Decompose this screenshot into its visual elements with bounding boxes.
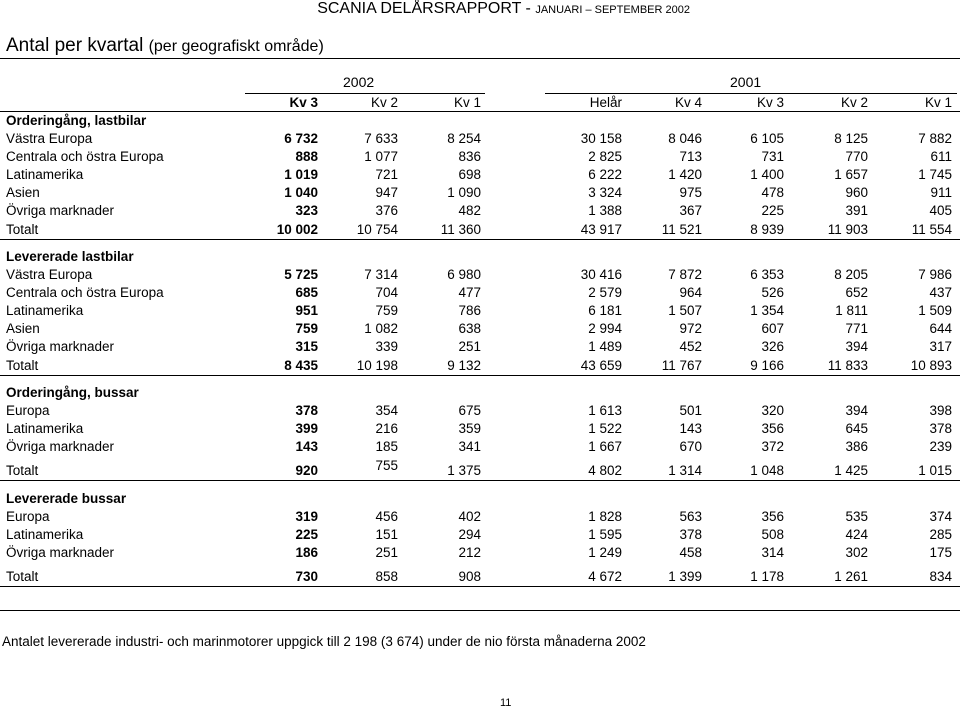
table-cell: 508 xyxy=(761,527,784,542)
table-cell: 225 xyxy=(295,527,318,542)
table-cell: 721 xyxy=(375,167,398,182)
table-cell: 1 509 xyxy=(918,303,952,318)
table-cell: 501 xyxy=(679,403,702,418)
table-cell: 378 xyxy=(295,403,318,418)
table-bottom-rule xyxy=(0,610,960,611)
table-cell: 6 181 xyxy=(588,303,622,318)
table-cell: 323 xyxy=(295,203,318,218)
table-cell: 478 xyxy=(761,185,784,200)
table-cell: 1 090 xyxy=(447,185,481,200)
table-cell: 1 077 xyxy=(364,149,398,164)
table-row xyxy=(0,402,960,420)
table-cell: 1 015 xyxy=(918,463,952,478)
table-cell: 675 xyxy=(458,403,481,418)
page-title-main: Antal per kvartal xyxy=(6,35,144,56)
table-cell: 185 xyxy=(375,439,398,454)
table-row xyxy=(0,526,960,544)
table-cell: 1 667 xyxy=(588,439,622,454)
table-cell: 30 158 xyxy=(580,131,622,146)
table-cell: 1 613 xyxy=(588,403,622,418)
table-cell: 972 xyxy=(679,321,702,336)
table-cell: 376 xyxy=(375,203,398,218)
table-cell: 239 xyxy=(929,439,952,454)
table-cell: 1 261 xyxy=(834,569,868,584)
section-title-row xyxy=(0,112,960,130)
table-cell: 8 125 xyxy=(834,131,868,146)
table-cell: 1 507 xyxy=(668,303,702,318)
row-label: Övriga marknader xyxy=(6,203,115,218)
column-header: Helår xyxy=(589,95,622,110)
table-cell: 1 019 xyxy=(284,167,318,182)
table-row xyxy=(0,544,960,562)
section-title: Orderingång, lastbilar xyxy=(6,113,147,128)
table-cell: 6 105 xyxy=(750,131,784,146)
table-cell: 8 435 xyxy=(284,358,318,373)
table-cell: 8 205 xyxy=(834,267,868,282)
table-cell: 11 554 xyxy=(911,222,952,237)
section-title: Levererade bussar xyxy=(6,491,127,506)
table-cell: 1 489 xyxy=(588,339,622,354)
table-cell: 644 xyxy=(929,321,952,336)
table-cell: 11 360 xyxy=(440,222,481,237)
table-cell: 1 828 xyxy=(588,509,622,524)
table-cell: 1 375 xyxy=(447,463,481,478)
table-cell: 4 672 xyxy=(588,569,622,584)
table-cell: 834 xyxy=(929,569,952,584)
table-cell: 251 xyxy=(458,339,481,354)
table-cell: 452 xyxy=(679,339,702,354)
section-title-row xyxy=(0,384,960,402)
table-cell: 1 354 xyxy=(750,303,784,318)
table-cell: 437 xyxy=(929,285,952,300)
table-cell: 294 xyxy=(458,527,481,542)
table-cell: 908 xyxy=(458,569,481,584)
table-cell: 730 xyxy=(295,569,318,584)
table-cell: 151 xyxy=(375,527,398,542)
table-row xyxy=(0,266,960,284)
table-row xyxy=(0,508,960,526)
table-cell: 2 825 xyxy=(588,149,622,164)
row-label: Totalt xyxy=(6,358,39,373)
table-cell: 402 xyxy=(458,509,481,524)
table-cell: 911 xyxy=(930,185,952,200)
table-cell: 11 521 xyxy=(661,222,702,237)
table-cell: 10 893 xyxy=(910,358,952,373)
column-header: Kv 2 xyxy=(370,95,398,110)
table-cell: 378 xyxy=(929,421,952,436)
table-cell: 1 082 xyxy=(364,321,398,336)
table-cell: 1 811 xyxy=(835,303,868,318)
table-row xyxy=(0,130,960,148)
table-row xyxy=(0,148,960,166)
row-label: Asien xyxy=(6,185,40,200)
table-row xyxy=(0,184,960,202)
table-cell: 652 xyxy=(845,285,868,300)
table-cell: 6 353 xyxy=(750,267,784,282)
table-cell: 1 249 xyxy=(588,545,622,560)
report-header xyxy=(317,0,690,19)
table-row xyxy=(0,338,960,356)
row-label: Centrala och östra Europa xyxy=(6,149,164,164)
table-cell: 7 986 xyxy=(918,267,952,282)
table-row xyxy=(0,438,960,456)
row-label: Övriga marknader xyxy=(6,545,115,560)
row-label: Övriga marknader xyxy=(6,339,115,354)
column-header-row xyxy=(0,94,960,112)
row-label: Västra Europa xyxy=(6,267,93,282)
table-cell: 367 xyxy=(679,203,702,218)
table-cell: 10 198 xyxy=(356,358,398,373)
table-cell: 9 132 xyxy=(447,358,481,373)
table-cell: 731 xyxy=(761,149,784,164)
table-cell: 251 xyxy=(375,545,398,560)
table-cell: 771 xyxy=(845,321,868,336)
table-cell: 1 595 xyxy=(588,527,622,542)
footnote: Antalet levererade industri- och marinmotorer uppgick till 2 198 (3 674) under de nio första månaderna 2002 xyxy=(2,634,646,649)
table-cell: 11 833 xyxy=(827,358,868,373)
table-cell: 314 xyxy=(761,545,784,560)
table-cell: 759 xyxy=(375,303,398,318)
table-cell: 4 802 xyxy=(588,463,622,478)
table-cell: 11 903 xyxy=(827,222,868,237)
table-cell: 1 425 xyxy=(834,463,868,478)
section-rule xyxy=(0,375,960,376)
table-cell: 320 xyxy=(761,403,784,418)
table-cell: 43 659 xyxy=(580,358,622,373)
table-cell: 1 178 xyxy=(750,569,784,584)
table-cell: 964 xyxy=(679,285,702,300)
table-cell: 670 xyxy=(679,439,702,454)
section-rule xyxy=(0,480,960,481)
table-cell: 698 xyxy=(458,167,481,182)
table-cell: 611 xyxy=(930,149,952,164)
table-cell: 1 657 xyxy=(834,167,868,182)
table-row xyxy=(0,284,960,302)
table-row xyxy=(0,320,960,338)
total-row xyxy=(0,357,960,375)
table-row xyxy=(0,166,960,184)
table-cell: 1 388 xyxy=(588,203,622,218)
table-cell: 2 994 xyxy=(588,321,622,336)
table-cell: 8 046 xyxy=(668,131,702,146)
table-cell: 858 xyxy=(375,569,398,584)
table-cell: 526 xyxy=(761,285,784,300)
table-cell: 341 xyxy=(458,439,481,454)
year-2002-header: 2002 xyxy=(343,74,375,90)
section-title: Levererade lastbilar xyxy=(6,249,134,264)
column-header: Kv 3 xyxy=(289,95,318,110)
table-cell: 143 xyxy=(295,439,318,454)
row-label: Centrala och östra Europa xyxy=(6,285,164,300)
table-cell: 391 xyxy=(845,203,868,218)
column-header: Kv 3 xyxy=(756,95,784,110)
table-cell: 372 xyxy=(761,439,784,454)
table-cell: 359 xyxy=(458,421,481,436)
report-header-company: SCANIA DELÅRSRAPPORT - xyxy=(317,0,536,17)
table-cell: 8 254 xyxy=(447,131,481,146)
table-cell: 216 xyxy=(375,421,398,436)
table-cell: 477 xyxy=(458,285,481,300)
table-cell: 424 xyxy=(845,527,868,542)
table-cell: 378 xyxy=(679,527,702,542)
section-title-row xyxy=(0,248,960,266)
table-row xyxy=(0,202,960,220)
table-cell: 143 xyxy=(679,421,702,436)
row-label: Övriga marknader xyxy=(6,439,115,454)
table-row xyxy=(0,302,960,320)
total-row xyxy=(0,458,960,480)
table-cell: 563 xyxy=(679,509,702,524)
table-cell: 456 xyxy=(375,509,398,524)
table-cell: 770 xyxy=(845,149,868,164)
table-cell: 975 xyxy=(679,185,702,200)
page-title xyxy=(6,35,324,57)
table-cell: 326 xyxy=(761,339,784,354)
table-cell: 6 732 xyxy=(284,131,318,146)
table-cell: 947 xyxy=(375,185,398,200)
row-label: Totalt xyxy=(6,222,39,237)
table-cell: 755 xyxy=(375,458,398,473)
table-cell: 1 522 xyxy=(588,421,622,436)
table-cell: 535 xyxy=(845,509,868,524)
section-title: Orderingång, bussar xyxy=(6,385,139,400)
table-cell: 685 xyxy=(295,285,318,300)
row-label: Asien xyxy=(6,321,40,336)
table-cell: 638 xyxy=(458,321,481,336)
table-cell: 920 xyxy=(295,463,318,478)
table-cell: 399 xyxy=(295,421,318,436)
table-cell: 405 xyxy=(929,203,952,218)
table-cell: 1 314 xyxy=(668,463,702,478)
table-cell: 10 002 xyxy=(276,222,318,237)
table-cell: 175 xyxy=(929,545,952,560)
table-cell: 354 xyxy=(375,403,398,418)
row-label: Västra Europa xyxy=(6,131,93,146)
total-row xyxy=(0,568,960,586)
table-cell: 2 579 xyxy=(588,285,622,300)
table-cell: 394 xyxy=(845,403,868,418)
row-label: Totalt xyxy=(6,463,39,478)
table-cell: 186 xyxy=(295,545,318,560)
table-cell: 302 xyxy=(845,545,868,560)
table-cell: 1 400 xyxy=(750,167,784,182)
row-label: Latinamerika xyxy=(6,527,84,542)
page-title-sub: (per geografiskt område) xyxy=(148,38,324,55)
title-rule xyxy=(0,58,960,59)
table-cell: 30 416 xyxy=(580,267,622,282)
table-cell: 9 166 xyxy=(750,358,784,373)
table-cell: 3 324 xyxy=(588,185,622,200)
table-cell: 951 xyxy=(295,303,318,318)
table-cell: 7 872 xyxy=(668,267,702,282)
section-rule xyxy=(0,239,960,240)
column-header: Kv 1 xyxy=(924,95,952,110)
table-cell: 7 633 xyxy=(364,131,398,146)
table-cell: 1 399 xyxy=(668,569,702,584)
table-cell: 317 xyxy=(929,339,952,354)
column-header: Kv 1 xyxy=(453,95,481,110)
table-cell: 836 xyxy=(458,149,481,164)
table-cell: 5 725 xyxy=(284,267,318,282)
table-cell: 285 xyxy=(929,527,952,542)
table-cell: 1 040 xyxy=(284,185,318,200)
year-2001-header: 2001 xyxy=(730,74,762,90)
table-cell: 8 939 xyxy=(750,222,784,237)
table-cell: 607 xyxy=(761,321,784,336)
row-label: Latinamerika xyxy=(6,303,84,318)
table-cell: 888 xyxy=(295,149,318,164)
table-cell: 225 xyxy=(761,203,784,218)
row-label: Europa xyxy=(6,403,50,418)
row-label: Latinamerika xyxy=(6,421,84,436)
row-label: Totalt xyxy=(6,569,39,584)
table-cell: 319 xyxy=(295,509,318,524)
table-cell: 10 754 xyxy=(356,222,398,237)
table-cell: 960 xyxy=(845,185,868,200)
table-cell: 356 xyxy=(761,421,784,436)
table-cell: 704 xyxy=(375,285,398,300)
table-cell: 386 xyxy=(845,439,868,454)
table-cell: 482 xyxy=(458,203,481,218)
column-header: Kv 4 xyxy=(674,95,702,110)
table-cell: 398 xyxy=(929,403,952,418)
table-cell: 759 xyxy=(295,321,318,336)
table-cell: 356 xyxy=(761,509,784,524)
table-cell: 374 xyxy=(929,509,952,524)
column-header: Kv 2 xyxy=(840,95,868,110)
page-number: 11 xyxy=(500,697,512,709)
row-label: Europa xyxy=(6,509,50,524)
table-cell: 1 745 xyxy=(918,167,952,182)
table-cell: 315 xyxy=(295,339,318,354)
table-cell: 7 882 xyxy=(918,131,952,146)
table-cell: 7 314 xyxy=(364,267,398,282)
table-cell: 43 917 xyxy=(580,222,622,237)
table-cell: 6 980 xyxy=(447,267,481,282)
table-cell: 645 xyxy=(845,421,868,436)
table-cell: 713 xyxy=(679,149,702,164)
table-cell: 212 xyxy=(458,545,481,560)
report-header-period: JANUARI – SEPTEMBER 2002 xyxy=(535,4,690,16)
total-row xyxy=(0,221,960,239)
table-cell: 786 xyxy=(458,303,481,318)
table-cell: 339 xyxy=(375,339,398,354)
table-cell: 394 xyxy=(845,339,868,354)
table-cell: 458 xyxy=(679,545,702,560)
table-cell: 6 222 xyxy=(588,167,622,182)
row-label: Latinamerika xyxy=(6,167,84,182)
table-row xyxy=(0,420,960,438)
section-title-row xyxy=(0,490,960,508)
table-cell: 1 420 xyxy=(668,167,702,182)
table-cell: 1 048 xyxy=(750,463,784,478)
section-rule xyxy=(0,586,960,587)
table-cell: 11 767 xyxy=(661,358,702,373)
